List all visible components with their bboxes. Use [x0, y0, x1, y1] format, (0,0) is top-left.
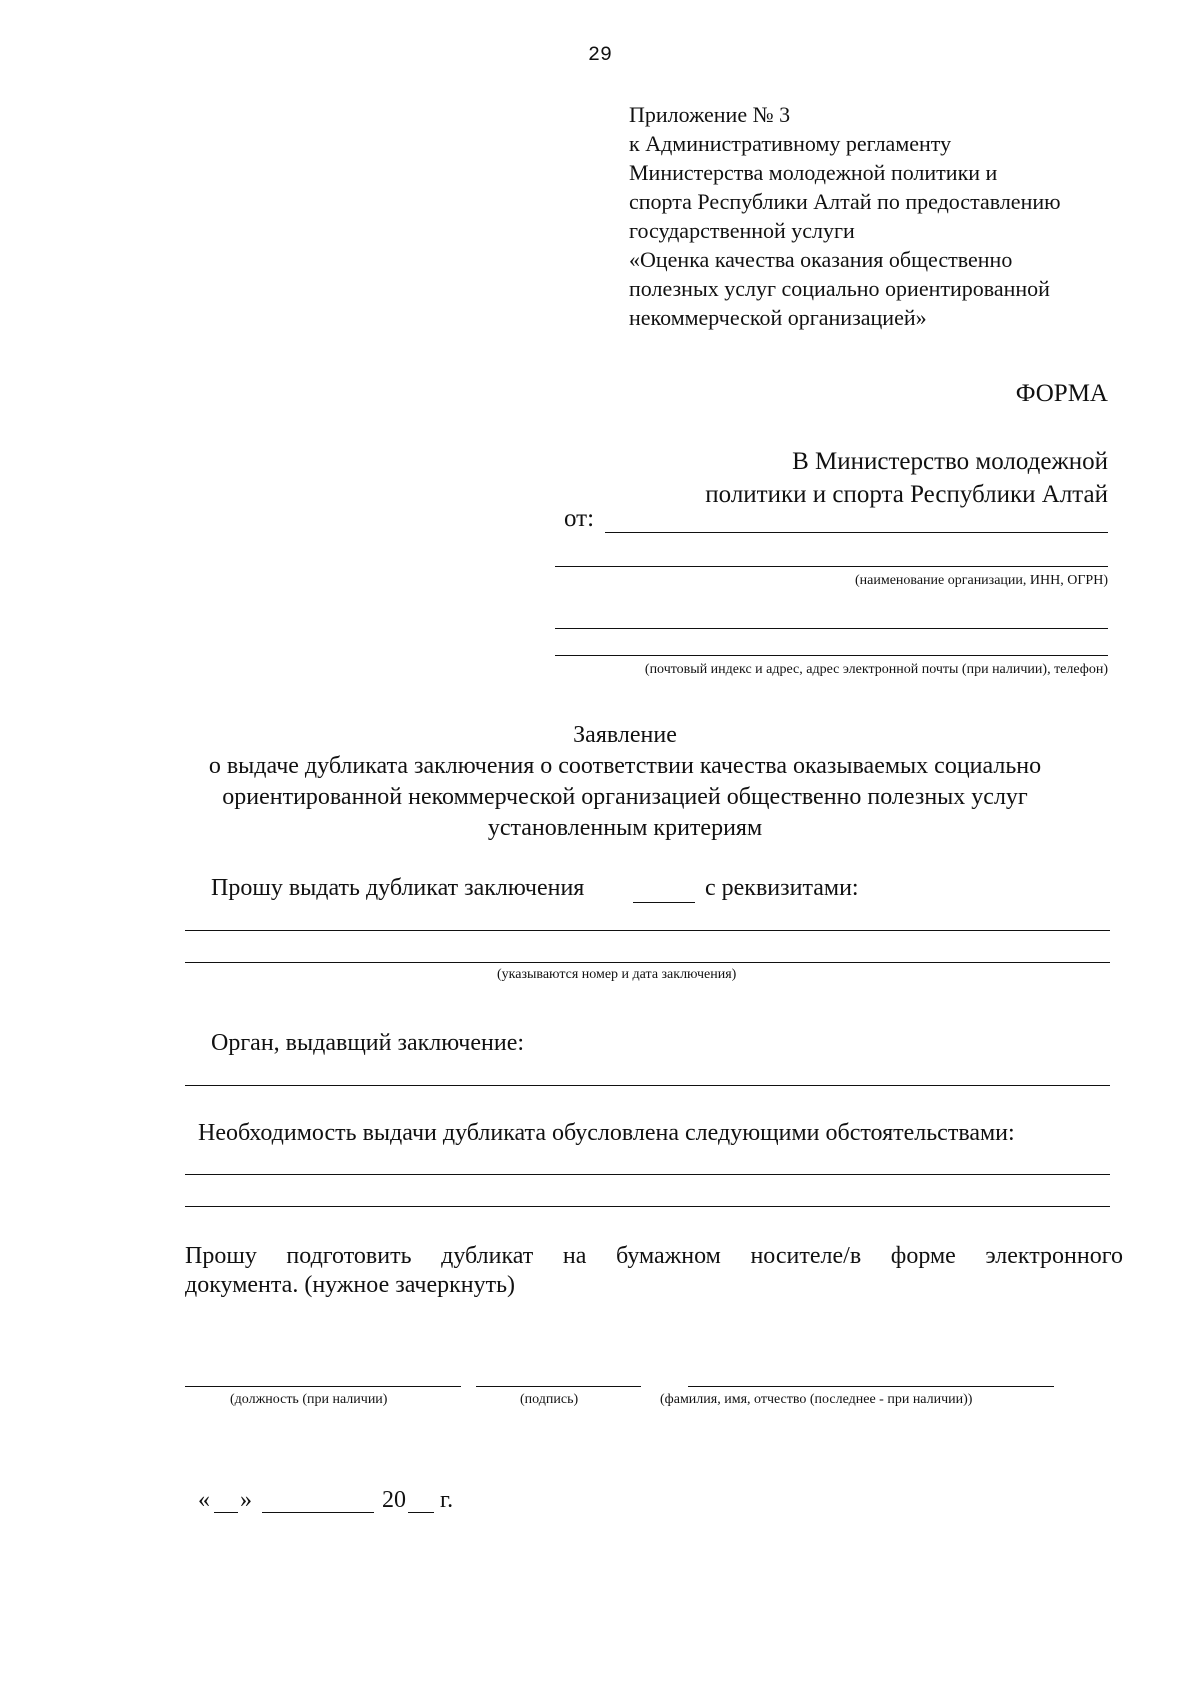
- full-name-caption: (фамилия, имя, отчество (последнее - при наличии)): [660, 1392, 973, 1407]
- title-line: установленным критериям: [487, 815, 763, 841]
- date-year-suffix: г.: [440, 1487, 454, 1513]
- date-close-quote: »: [240, 1487, 252, 1513]
- conclusion-details-line-2[interactable]: [185, 962, 1110, 963]
- title-line: ориентированной некоммерческой организацией общественно полезных услуг: [222, 784, 1028, 810]
- page-number: 29: [587, 44, 612, 67]
- conclusion-details-line-1[interactable]: [185, 930, 1110, 931]
- appendix-line: полезных услуг социально ориентированной: [629, 276, 1050, 301]
- conclusion-details-caption: (указываются номер и дата заключения): [497, 967, 737, 982]
- prepare-text-line-1: Прошу подготовить дубликат на бумажном носителе/в форме электронного: [185, 1243, 1123, 1269]
- date-month-line[interactable]: [262, 1512, 374, 1513]
- addressee-line: В Министерство молодежной: [792, 448, 1108, 475]
- date-year-line[interactable]: [408, 1512, 434, 1513]
- addressee: [705, 445, 1108, 511]
- request-suffix: с реквизитами:: [705, 875, 859, 901]
- position-caption: (должность (при наличии): [230, 1392, 388, 1407]
- contact-info-caption: (почтовый индекс и адрес, адрес электронной почты (при наличии), телефон): [644, 662, 1108, 677]
- contact-field-line-1[interactable]: [555, 628, 1108, 629]
- date-year-prefix: 20: [382, 1487, 406, 1513]
- full-name-field-line[interactable]: [688, 1386, 1054, 1387]
- appendix-line: к Административному регламенту: [629, 131, 952, 156]
- title-line: Заявление: [573, 722, 677, 748]
- org-info-caption: (наименование организации, ИНН, ОГРН): [854, 573, 1108, 588]
- from-field-line[interactable]: [605, 532, 1108, 533]
- conclusion-blank-line[interactable]: [633, 902, 695, 903]
- circumstances-field-line-2[interactable]: [185, 1206, 1110, 1207]
- prepare-text-line-2: документа. (нужное зачеркнуть): [185, 1272, 516, 1298]
- signature-caption: (подпись): [520, 1392, 579, 1407]
- signature-field-line[interactable]: [476, 1386, 641, 1387]
- contact-field-line-2[interactable]: [555, 655, 1108, 656]
- circumstances-label: Необходимость выдачи дубликата обусловлена следующими обстоятельствами:: [198, 1120, 1015, 1146]
- appendix-line: спорта Республики Алтай по предоставлению: [629, 189, 1061, 214]
- form-label: ФОРМА: [1015, 380, 1108, 407]
- title-line: о выдаче дубликата заключения о соответствии качества оказываемых социально: [208, 753, 1042, 779]
- appendix-reference: [629, 100, 1061, 332]
- issuing-body-label: Орган, выдавщий заключение:: [211, 1030, 525, 1056]
- appendix-line: «Оценка качества оказания общественно: [629, 247, 1013, 272]
- appendix-line: Приложение № 3: [629, 102, 791, 127]
- date-day-line[interactable]: [214, 1512, 238, 1513]
- position-field-line[interactable]: [185, 1386, 461, 1387]
- circumstances-field-line-1[interactable]: [185, 1174, 1110, 1175]
- request-prefix: Прошу выдать дубликат заключения: [211, 875, 585, 901]
- application-title: [150, 720, 1100, 844]
- date-open-quote: «: [198, 1487, 210, 1513]
- appendix-line: государственной услуги: [629, 218, 855, 243]
- org-info-field-line[interactable]: [555, 566, 1108, 567]
- appendix-line: некоммерческой организацией»: [629, 305, 927, 330]
- addressee-line: политики и спорта Республики Алтай: [705, 481, 1108, 508]
- from-label: от:: [564, 505, 595, 532]
- appendix-line: Министерства молодежной политики и: [629, 160, 998, 185]
- issuing-body-field-line[interactable]: [185, 1085, 1110, 1086]
